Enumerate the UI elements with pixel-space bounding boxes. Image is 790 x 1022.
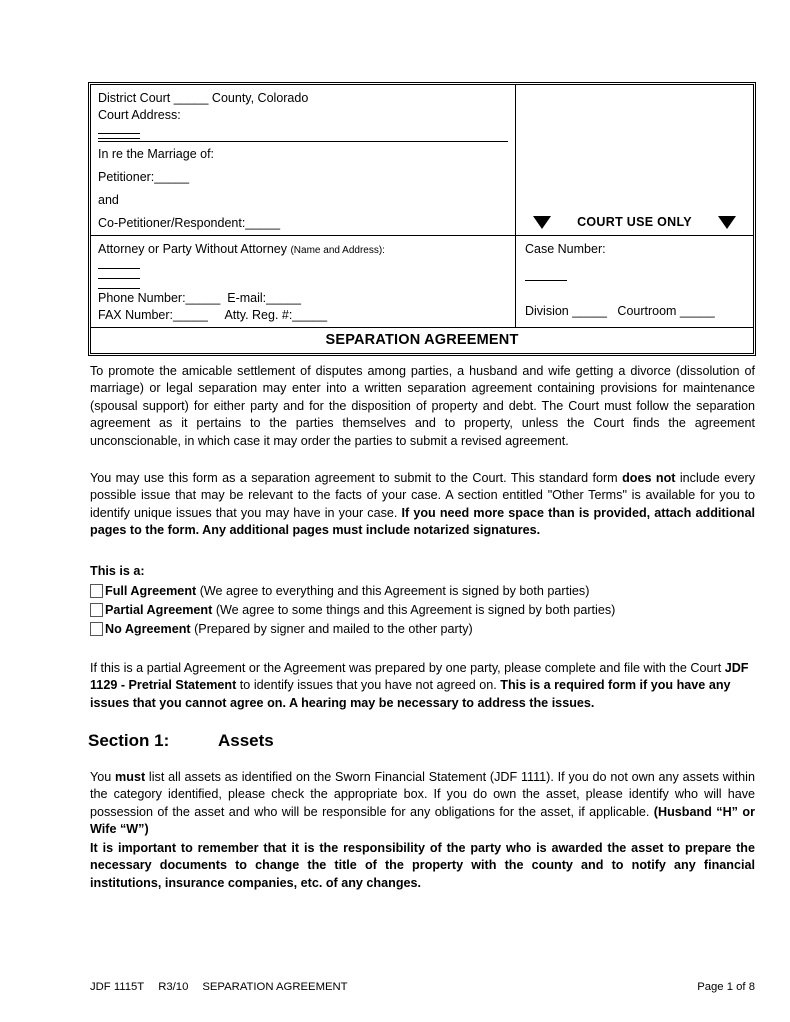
caption-inner-border — [90, 84, 754, 354]
intro-paragraph-block — [90, 363, 755, 450]
caption-row-court — [91, 85, 753, 235]
section-1-title: Assets — [218, 731, 274, 750]
checkbox-rest-partial-agreement: (We agree to some things and this Agreement is signed by both parties) — [212, 603, 616, 618]
checkbox-bold-partial-agreement: Partial Agreement — [105, 603, 213, 618]
court-address-label: Court Address: — [98, 108, 181, 122]
footer-form-name: SEPARATION AGREEMENT — [202, 981, 348, 993]
checkbox-no-agreement[interactable] — [90, 622, 103, 636]
pretrial-bold-2: This is a required form if you have any issues that you cannot agree on. A hearing may be necessary to address the issues. — [90, 678, 731, 710]
checkbox-label-partial-agreement — [105, 601, 615, 619]
intro-paragraph: To promote the amicable settlement of disputes among parties, a husband and wife getting a divorce (dissolution of marriage) or legal separation may enter into a written separation agreement containing provisions for maintenance (spousal support) for either party and for the disposition of property and debt. The Court must follow the separation agreement as it pertains to the parties themselves and to property, unless the Court finds the agreement unconscionable, in which case it may order the parties to submit a revised agreement. — [90, 364, 755, 448]
and-label: and — [98, 193, 119, 207]
use-form-bold-2: If you need more space than is provided, attach additional pages to the form. Any additional pages must include notarized signatures. — [90, 505, 755, 538]
pretrial-text-2: to identify issues that you have not agreed on. — [236, 678, 501, 693]
assets-bold-husband-wife: (Husband “H” or Wife “W”) — [90, 804, 755, 837]
checkbox-label-no-agreement — [105, 620, 473, 638]
case-caption-table — [88, 82, 756, 356]
agreement-type-block — [90, 563, 755, 639]
case-number-blank — [525, 280, 567, 281]
pretrial-paragraph — [90, 660, 755, 712]
important-paragraph-block — [90, 840, 755, 892]
checkbox-bold-full-agreement: Full Agreement — [105, 584, 197, 599]
checkbox-partial-agreement[interactable] — [90, 603, 103, 617]
footer-revision: R3/10 — [158, 981, 189, 993]
checkbox-row-full-agreement[interactable] — [90, 582, 755, 601]
court-address-blank-2 — [98, 141, 508, 142]
triangle-down-icon — [533, 216, 551, 229]
petitioner-label: Petitioner:_____ — [98, 170, 190, 184]
checkbox-rest-full-agreement: (We agree to everything and this Agreement is signed by both parties) — [196, 584, 590, 599]
footer-form-id: JDF 1115T — [90, 981, 145, 993]
section-1-heading — [88, 731, 753, 751]
use-form-paragraph-block — [90, 470, 755, 540]
section-heading-row — [88, 731, 753, 751]
division-courtroom-line: Division _____ Courtroom _____ — [525, 304, 715, 318]
checkbox-label-full-agreement — [105, 582, 589, 600]
in-re-label: In re the Marriage of: — [98, 147, 215, 161]
checkbox-rest-no-agreement: (Prepared by signer and mailed to the other party) — [190, 622, 473, 637]
agreement-type-checkbox-list — [90, 582, 755, 639]
checkbox-full-agreement[interactable] — [90, 584, 103, 598]
this-is-a-label: This is a: — [90, 564, 145, 578]
page-footer — [90, 981, 755, 993]
co-petitioner-label: Co-Petitioner/Respondent:_____ — [98, 216, 281, 230]
case-number-label: Case Number: — [525, 242, 606, 256]
pretrial-bold-1: JDF 1129 - Pretrial Statement — [90, 661, 749, 693]
pretrial-text-1: If this is a partial Agreement or the Agreement was prepared by one party, please complete and file with the Court — [90, 661, 725, 675]
use-form-paragraph — [90, 470, 755, 540]
attorney-blank-2 — [98, 278, 140, 279]
attorney-label: Attorney or Party Without Attorney — [98, 242, 287, 256]
court-use-only-block — [516, 215, 753, 229]
assets-text-1: You — [90, 770, 116, 784]
case-number-cell — [516, 236, 753, 327]
court-use-only-cell — [516, 85, 753, 235]
attorney-name-address-note: (Name and Address): — [290, 245, 385, 256]
attorney-blank-1 — [98, 268, 140, 269]
pretrial-paragraph-block — [90, 660, 755, 712]
triangle-down-icon — [718, 216, 736, 229]
use-form-text-1: You may use this form as a separation agreement to submit to the Court. This standard form — [90, 471, 623, 485]
footer-page-number: Page 1 of 8 — [697, 981, 755, 993]
assets-bold-must: must — [115, 770, 146, 784]
attorney-cell — [91, 236, 516, 327]
footer-left — [90, 981, 362, 993]
caption-row-title — [91, 327, 753, 353]
assets-instructions-block — [90, 769, 755, 839]
phone-email-line: Phone Number:_____ E-mail:_____ — [98, 291, 301, 305]
checkbox-row-no-agreement[interactable] — [90, 620, 755, 639]
use-form-bold-1: does not — [622, 471, 676, 485]
assets-text-2: list all assets as identified on the Sworn Financial Statement (JDF 1111). If you do not own any assets within the category identified, please check the appropriate box. If you do own the asset, please identify who will have possession of the asset and who will be responsible for any obligations for the asset, if applicable. — [90, 770, 755, 819]
attorney-blank-3 — [98, 288, 140, 289]
court-use-only-label: COURT USE ONLY — [577, 215, 692, 229]
checkbox-row-partial-agreement[interactable] — [90, 601, 755, 620]
use-form-text-2: include every possible issue that may be relevant to the facts of your case. A section entitled "Other Terms" is available for you to identify unique issues that you may have in your case. — [90, 471, 755, 520]
court-info-cell — [91, 85, 516, 235]
assets-paragraph — [90, 769, 755, 839]
attorney-label-line — [98, 241, 508, 259]
important-paragraph: It is important to remember that it is the responsibility of the party who is awarded the asset to prepare the necessary documents to change the title of the property with the county and to notify any financial institutions, insurance companies, etc. of any changes. — [90, 841, 755, 890]
court-name-line: District Court _____ County, Colorado — [98, 91, 309, 105]
checkbox-bold-no-agreement: No Agreement — [105, 622, 191, 637]
fax-attyreg-line: FAX Number:_____ Atty. Reg. #:_____ — [98, 308, 328, 322]
caption-row-attorney — [91, 235, 753, 327]
form-title: SEPARATION AGREEMENT — [325, 332, 519, 348]
section-1-number: Section 1: — [88, 731, 170, 750]
court-address-blank-1 — [98, 133, 140, 134]
